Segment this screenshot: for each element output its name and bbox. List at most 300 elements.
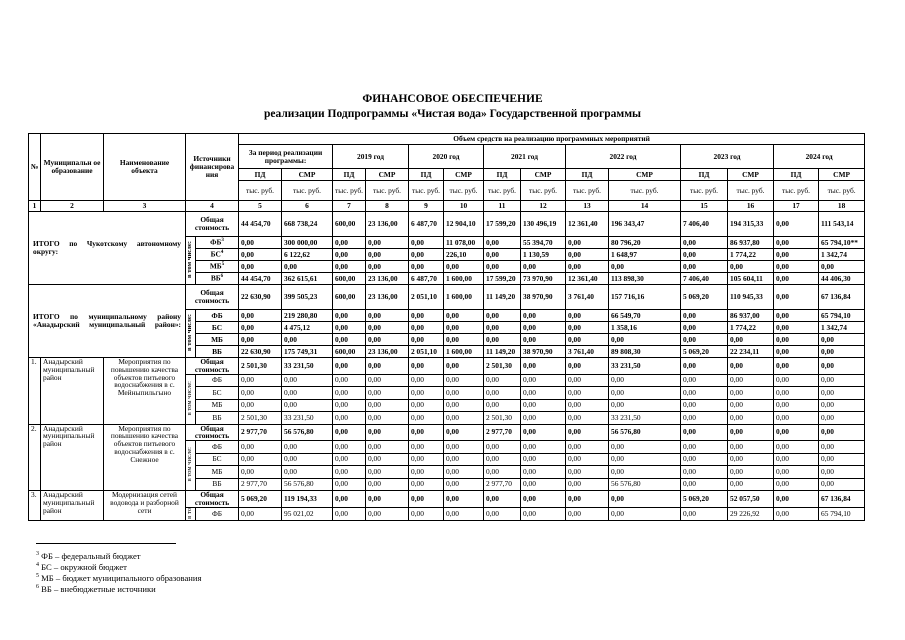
- item-municipality: Анадырский муниципальный район: [41, 358, 104, 425]
- value-cell: 44 454,70: [239, 212, 282, 237]
- item-total-row: [29, 358, 865, 375]
- value-cell: 11 149,20: [484, 285, 521, 310]
- value-cell: 0,00: [681, 466, 728, 479]
- column-number: 8: [366, 201, 409, 212]
- value-cell: 0,00: [819, 334, 865, 346]
- value-cell: 2 977,70: [484, 478, 521, 491]
- value-cell: 0,00: [409, 478, 444, 491]
- source-label: [196, 310, 239, 322]
- value-cell: 29 226,92: [728, 507, 774, 521]
- header-year: 2022 год: [566, 145, 681, 169]
- value-cell: 0,00: [333, 322, 366, 334]
- value-cell: 0,00: [566, 310, 609, 322]
- value-cell: 0,00: [566, 249, 609, 261]
- value-cell: 44 406,30: [819, 273, 865, 285]
- footnote-number: 6: [36, 584, 39, 590]
- value-cell: 0,00: [774, 424, 819, 441]
- source-label: ВБ: [196, 478, 239, 491]
- total-cost-label: Общая стоимость: [186, 491, 239, 508]
- including-text: в том числе:: [186, 314, 194, 352]
- including-label: [186, 374, 196, 424]
- value-cell: 0,00: [521, 387, 566, 400]
- value-cell: 5 069,20: [239, 491, 282, 508]
- value-cell: 0,00: [774, 334, 819, 346]
- including-text: в том числе:: [186, 241, 194, 279]
- source-text: БС: [210, 249, 221, 259]
- including-text: в том числе:: [186, 447, 194, 482]
- total-cost-label: Общая стоимость: [186, 212, 239, 237]
- header-pd: ПД: [409, 169, 444, 181]
- value-cell: 17 599,20: [484, 212, 521, 237]
- value-cell: 0,00: [774, 507, 819, 521]
- value-cell: 0,00: [774, 273, 819, 285]
- value-cell: 86 937,80: [728, 237, 774, 249]
- value-cell: 0,00: [239, 399, 282, 412]
- value-cell: 0,00: [409, 249, 444, 261]
- value-cell: 0,00: [333, 412, 366, 425]
- value-cell: 0,00: [819, 374, 865, 387]
- value-cell: 0,00: [819, 358, 865, 375]
- value-cell: 0,00: [609, 491, 681, 508]
- value-cell: 0,00: [521, 399, 566, 412]
- value-cell: 0,00: [484, 441, 521, 454]
- value-cell: 105 604,11: [728, 273, 774, 285]
- column-number: 5: [239, 201, 282, 212]
- value-cell: 0,00: [366, 374, 409, 387]
- header-unit: тыс. руб.: [333, 181, 366, 201]
- value-cell: 56 576,80: [282, 424, 333, 441]
- value-cell: 1 130,59: [521, 249, 566, 261]
- value-cell: 23 136,00: [366, 346, 409, 358]
- item-object: Модернизация сетей водовода и разборной сети: [104, 491, 186, 521]
- value-cell: 5 069,20: [681, 285, 728, 310]
- value-cell: 0,00: [774, 466, 819, 479]
- header-pd: ПД: [774, 169, 819, 181]
- value-cell: 2 977,70: [239, 478, 282, 491]
- value-cell: 0,00: [409, 334, 444, 346]
- source-text: ФБ: [211, 310, 223, 320]
- value-cell: 0,00: [239, 261, 282, 273]
- value-cell: 0,00: [566, 399, 609, 412]
- value-cell: 0,00: [774, 285, 819, 310]
- header-smr: СМР: [444, 169, 484, 181]
- total-cost-label: Общая стоимость: [186, 358, 239, 375]
- value-cell: 0,00: [484, 249, 521, 261]
- column-number: 3: [104, 201, 186, 212]
- footnote-text: ВБ – внебюджетные источники: [41, 583, 156, 594]
- value-cell: 0,00: [239, 387, 282, 400]
- value-cell: 3 761,40: [566, 285, 609, 310]
- value-cell: 0,00: [484, 399, 521, 412]
- value-cell: 1 342,74: [819, 249, 865, 261]
- value-cell: 0,00: [484, 387, 521, 400]
- value-cell: 0,00: [819, 478, 865, 491]
- value-cell: 56 576,80: [282, 478, 333, 491]
- including-label: [186, 441, 196, 491]
- header-pd: ПД: [681, 169, 728, 181]
- value-cell: 0,00: [333, 478, 366, 491]
- header-unit: тыс. руб.: [409, 181, 444, 201]
- value-cell: 0,00: [681, 453, 728, 466]
- value-cell: 0,00: [409, 491, 444, 508]
- value-cell: 0,00: [774, 322, 819, 334]
- value-cell: 0,00: [282, 466, 333, 479]
- value-cell: 22 630,90: [239, 285, 282, 310]
- value-cell: 0,00: [484, 507, 521, 521]
- value-cell: 0,00: [774, 358, 819, 375]
- including-text: в то: [186, 507, 194, 519]
- value-cell: 0,00: [819, 399, 865, 412]
- value-cell: 600,00: [333, 212, 366, 237]
- value-cell: 67 136,84: [819, 285, 865, 310]
- value-cell: 0,00: [774, 212, 819, 237]
- value-cell: 0,00: [484, 334, 521, 346]
- column-number: 2: [41, 201, 104, 212]
- value-cell: 0,00: [609, 466, 681, 479]
- value-cell: 0,00: [774, 399, 819, 412]
- value-cell: 22 234,11: [728, 346, 774, 358]
- source-label: ВБ: [196, 412, 239, 425]
- value-cell: 0,00: [728, 424, 774, 441]
- value-cell: 0,00: [819, 261, 865, 273]
- header-unit: тыс. руб.: [728, 181, 774, 201]
- header-year: 2020 год: [409, 145, 484, 169]
- value-cell: 0,00: [333, 334, 366, 346]
- value-cell: 0,00: [681, 507, 728, 521]
- value-cell: 0,00: [566, 453, 609, 466]
- value-cell: 80 796,20: [609, 237, 681, 249]
- source-text: ФБ: [210, 237, 222, 247]
- value-cell: 113 898,30: [609, 273, 681, 285]
- group-name: ИТОГО по Чукотскому автономному округу:: [29, 212, 186, 285]
- value-cell: 0,00: [366, 387, 409, 400]
- column-number: 15: [681, 201, 728, 212]
- value-cell: 0,00: [521, 453, 566, 466]
- value-cell: 0,00: [819, 346, 865, 358]
- item-total-row: [29, 424, 865, 441]
- value-cell: 0,00: [409, 322, 444, 334]
- header-smr: СМР: [819, 169, 865, 181]
- value-cell: 0,00: [409, 507, 444, 521]
- value-cell: 0,00: [409, 237, 444, 249]
- value-cell: 0,00: [444, 507, 484, 521]
- value-cell: 0,00: [521, 466, 566, 479]
- value-cell: 0,00: [409, 424, 444, 441]
- value-cell: 130 496,19: [521, 212, 566, 237]
- header-unit: тыс. руб.: [819, 181, 865, 201]
- column-number: 18: [819, 201, 865, 212]
- value-cell: 0,00: [819, 453, 865, 466]
- footnote-number: 5: [36, 573, 39, 579]
- value-cell: 1 600,00: [444, 285, 484, 310]
- value-cell: 0,00: [521, 322, 566, 334]
- value-cell: 44 454,70: [239, 273, 282, 285]
- value-cell: 0,00: [444, 399, 484, 412]
- footnote-ref: 4: [220, 250, 224, 256]
- source-label: ФБ: [196, 507, 239, 521]
- value-cell: 0,00: [409, 261, 444, 273]
- value-cell: 0,00: [444, 453, 484, 466]
- value-cell: 0,00: [333, 507, 366, 521]
- value-cell: 0,00: [566, 237, 609, 249]
- value-cell: 0,00: [366, 399, 409, 412]
- value-cell: 95 021,02: [282, 507, 333, 521]
- item-num: 2.: [29, 424, 41, 491]
- value-cell: 0,00: [282, 261, 333, 273]
- value-cell: 226,10: [444, 249, 484, 261]
- value-cell: 0,00: [774, 387, 819, 400]
- value-cell: 0,00: [239, 507, 282, 521]
- item-num: 1.: [29, 358, 41, 425]
- item-municipality: Анадырский муниципальный район: [41, 424, 104, 491]
- value-cell: 1 600,00: [444, 346, 484, 358]
- column-number: 7: [333, 201, 366, 212]
- header-smr: СМР: [282, 169, 333, 181]
- table-body: [29, 212, 865, 521]
- header-smr: СМР: [366, 169, 409, 181]
- value-cell: 0,00: [282, 453, 333, 466]
- value-cell: 0,00: [333, 453, 366, 466]
- value-cell: 0,00: [728, 387, 774, 400]
- value-cell: 0,00: [681, 358, 728, 375]
- value-cell: 0,00: [366, 453, 409, 466]
- value-cell: 600,00: [333, 273, 366, 285]
- column-number: 11: [484, 201, 521, 212]
- value-cell: 0,00: [774, 346, 819, 358]
- value-cell: 5 069,20: [681, 346, 728, 358]
- source-label: [196, 237, 239, 249]
- value-cell: 0,00: [681, 412, 728, 425]
- value-cell: 0,00: [521, 261, 566, 273]
- value-cell: 56 576,80: [609, 424, 681, 441]
- value-cell: 2 051,10: [409, 285, 444, 310]
- value-cell: 65 794,10**: [819, 237, 865, 249]
- value-cell: 33 231,50: [609, 412, 681, 425]
- value-cell: 0,00: [521, 441, 566, 454]
- value-cell: 300 000,00: [282, 237, 333, 249]
- value-cell: 0,00: [774, 478, 819, 491]
- value-cell: 0,00: [728, 412, 774, 425]
- value-cell: 0,00: [239, 441, 282, 454]
- header-unit: тыс. руб.: [609, 181, 681, 201]
- value-cell: 17 599,20: [484, 273, 521, 285]
- value-cell: 0,00: [409, 387, 444, 400]
- column-number: 12: [521, 201, 566, 212]
- item-municipality: Анадырский муниципальный район: [41, 491, 104, 521]
- value-cell: 0,00: [484, 491, 521, 508]
- header-unit: тыс. руб.: [444, 181, 484, 201]
- value-cell: 0,00: [609, 507, 681, 521]
- value-cell: 0,00: [819, 441, 865, 454]
- header-unit: тыс. руб.: [681, 181, 728, 201]
- header-year: 2019 год: [333, 145, 409, 169]
- value-cell: 0,00: [282, 441, 333, 454]
- value-cell: 0,00: [444, 466, 484, 479]
- source-label: МБ: [196, 399, 239, 412]
- header-unit: тыс. руб.: [774, 181, 819, 201]
- value-cell: 23 136,00: [366, 285, 409, 310]
- value-cell: 0,00: [566, 322, 609, 334]
- value-cell: 73 970,90: [521, 273, 566, 285]
- value-cell: 0,00: [333, 237, 366, 249]
- value-cell: 2 501,30: [239, 412, 282, 425]
- value-cell: 0,00: [409, 466, 444, 479]
- value-cell: 86 937,00: [728, 310, 774, 322]
- header-smr: СМР: [521, 169, 566, 181]
- source-label: ФБ: [196, 441, 239, 454]
- value-cell: 0,00: [681, 261, 728, 273]
- value-cell: 0,00: [366, 261, 409, 273]
- value-cell: 0,00: [366, 424, 409, 441]
- value-cell: 196 343,47: [609, 212, 681, 237]
- value-cell: 0,00: [366, 358, 409, 375]
- value-cell: 0,00: [366, 334, 409, 346]
- value-cell: 0,00: [444, 358, 484, 375]
- value-cell: 0,00: [774, 412, 819, 425]
- column-number: 1: [29, 201, 41, 212]
- value-cell: 0,00: [333, 399, 366, 412]
- value-cell: 0,00: [333, 441, 366, 454]
- value-cell: 219 280,80: [282, 310, 333, 322]
- value-cell: 22 630,90: [239, 346, 282, 358]
- value-cell: 0,00: [521, 424, 566, 441]
- value-cell: 0,00: [609, 399, 681, 412]
- value-cell: 0,00: [366, 412, 409, 425]
- value-cell: 1 774,22: [728, 249, 774, 261]
- including-label: [186, 237, 196, 285]
- value-cell: 67 136,84: [819, 491, 865, 508]
- value-cell: 3 761,40: [566, 346, 609, 358]
- value-cell: 0,00: [444, 441, 484, 454]
- value-cell: 2 051,10: [409, 346, 444, 358]
- source-text: ВБ: [212, 346, 222, 356]
- value-cell: 0,00: [366, 491, 409, 508]
- value-cell: 0,00: [409, 399, 444, 412]
- value-cell: 2 501,30: [239, 358, 282, 375]
- value-cell: 33 231,50: [282, 358, 333, 375]
- header-pd: ПД: [333, 169, 366, 181]
- value-cell: 0,00: [774, 453, 819, 466]
- value-cell: 11 078,00: [444, 237, 484, 249]
- source-label: [196, 322, 239, 334]
- value-cell: 0,00: [774, 441, 819, 454]
- value-cell: 0,00: [366, 322, 409, 334]
- value-cell: 399 505,23: [282, 285, 333, 310]
- value-cell: 0,00: [333, 358, 366, 375]
- value-cell: 0,00: [444, 412, 484, 425]
- including-label: [186, 310, 196, 358]
- value-cell: 5 069,20: [681, 491, 728, 508]
- value-cell: 33 231,50: [609, 358, 681, 375]
- value-cell: 0,00: [681, 387, 728, 400]
- value-cell: 0,00: [409, 412, 444, 425]
- source-label: [196, 273, 239, 285]
- value-cell: 0,00: [409, 453, 444, 466]
- column-number: 16: [728, 201, 774, 212]
- value-cell: 175 749,31: [282, 346, 333, 358]
- value-cell: 0,00: [681, 322, 728, 334]
- value-cell: 0,00: [239, 453, 282, 466]
- value-cell: 0,00: [566, 466, 609, 479]
- value-cell: 0,00: [681, 399, 728, 412]
- value-cell: 0,00: [566, 387, 609, 400]
- value-cell: 0,00: [444, 310, 484, 322]
- value-cell: 0,00: [239, 322, 282, 334]
- value-cell: 0,00: [819, 466, 865, 479]
- value-cell: 0,00: [521, 358, 566, 375]
- value-cell: 0,00: [366, 466, 409, 479]
- value-cell: 0,00: [609, 453, 681, 466]
- value-cell: 0,00: [239, 249, 282, 261]
- value-cell: 1 600,00: [444, 273, 484, 285]
- header-pd: ПД: [239, 169, 282, 181]
- value-cell: 0,00: [239, 466, 282, 479]
- header-municipality: Муниципальн ое образование: [41, 134, 104, 201]
- value-cell: 0,00: [566, 441, 609, 454]
- value-cell: 0,00: [239, 310, 282, 322]
- value-cell: 0,00: [728, 441, 774, 454]
- value-cell: 0,00: [566, 334, 609, 346]
- value-cell: 0,00: [444, 322, 484, 334]
- value-cell: 119 194,33: [282, 491, 333, 508]
- value-cell: 0,00: [409, 441, 444, 454]
- value-cell: 0,00: [819, 424, 865, 441]
- source-text: ВБ: [210, 273, 221, 283]
- value-cell: 0,00: [609, 261, 681, 273]
- value-cell: 38 970,90: [521, 346, 566, 358]
- value-cell: 0,00: [521, 334, 566, 346]
- value-cell: 157 716,16: [609, 285, 681, 310]
- item-object: Мероприятия по повышению качества объектов питьевого водоснабжения в с. Мейныпильгыно: [104, 358, 186, 425]
- value-cell: 0,00: [566, 424, 609, 441]
- value-cell: 0,00: [409, 310, 444, 322]
- header-unit: тыс. руб.: [239, 181, 282, 201]
- value-cell: 0,00: [521, 310, 566, 322]
- value-cell: 0,00: [239, 374, 282, 387]
- value-cell: 0,00: [774, 491, 819, 508]
- source-text: МБ: [211, 334, 223, 344]
- value-cell: 0,00: [333, 310, 366, 322]
- footnote-ref: 6: [220, 274, 224, 280]
- value-cell: 0,00: [333, 387, 366, 400]
- value-cell: 0,00: [681, 237, 728, 249]
- value-cell: 2 501,30: [484, 358, 521, 375]
- including-text: в том числе:: [186, 380, 194, 416]
- source-label: [196, 261, 239, 273]
- value-cell: 0,00: [239, 237, 282, 249]
- footnote-ref: 3: [221, 238, 224, 244]
- item-num: 3.: [29, 491, 41, 521]
- value-cell: 0,00: [566, 478, 609, 491]
- value-cell: 0,00: [239, 334, 282, 346]
- header-sources: Источники финансирова ния: [186, 134, 239, 201]
- value-cell: 7 406,40: [681, 212, 728, 237]
- value-cell: 0,00: [333, 374, 366, 387]
- header-volume: Объем средств на реализацию программных мероприятий: [239, 134, 865, 145]
- value-cell: 600,00: [333, 346, 366, 358]
- value-cell: 6 122,62: [282, 249, 333, 261]
- value-cell: 0,00: [484, 261, 521, 273]
- source-text: БС: [211, 322, 223, 332]
- value-cell: 0,00: [409, 374, 444, 387]
- footnote-number: 4: [36, 562, 39, 568]
- value-cell: 0,00: [282, 399, 333, 412]
- value-cell: 2 977,70: [484, 424, 521, 441]
- value-cell: 0,00: [774, 310, 819, 322]
- value-cell: 0,00: [444, 387, 484, 400]
- value-cell: 1 774,22: [728, 322, 774, 334]
- value-cell: 0,00: [521, 374, 566, 387]
